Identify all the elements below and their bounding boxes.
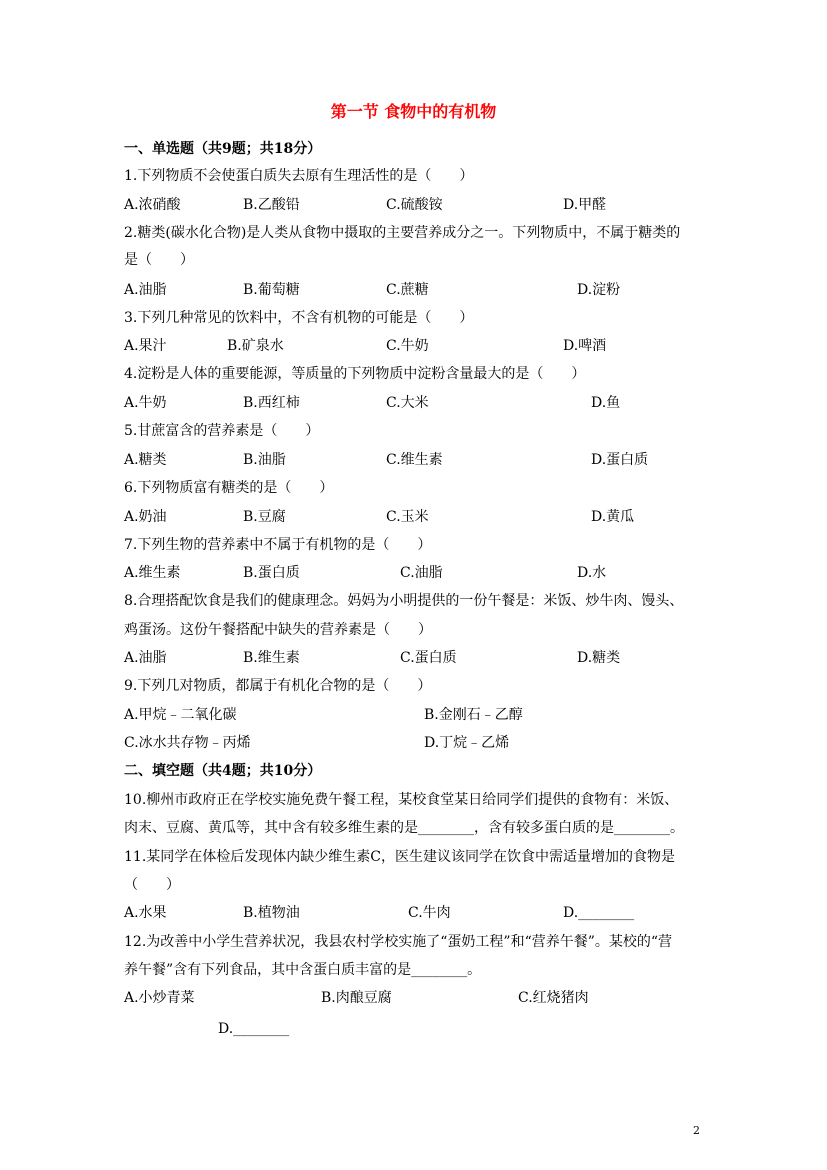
question-6-option-b: B.豆腐: [243, 509, 286, 525]
question-10-stem-line-1: 10.柳州市政府正在学校实施免费午餐工程，某校食堂某日给同学们提供的食物有：米饭、: [124, 792, 679, 808]
section-heading-fill-in: 二、填空题（共4题；共10分）: [124, 763, 322, 779]
question-2-stem-line-2: 是（ ）: [124, 252, 194, 268]
question-8-option-c: C.蛋白质: [400, 650, 457, 666]
question-5-option-a: A.糖类: [124, 452, 167, 468]
question-11-option-b: B.植物油: [243, 905, 300, 921]
question-12-option-b: B.肉酿豆腐: [321, 990, 392, 1006]
question-7-option-d: D.水: [577, 565, 607, 581]
question-7-stem: 7.下列生物的营养素中不属于有机物的是（ ）: [124, 537, 432, 553]
question-7-option-b: B.蛋白质: [243, 565, 300, 581]
question-5-option-c: C.维生素: [386, 452, 443, 468]
question-3-option-b: B.矿泉水: [227, 338, 284, 354]
question-5-stem: 5.甘蔗富含的营养素是（ ）: [124, 423, 320, 439]
question-12-stem-line-1: 12.为改善中小学生营养状况，我县农村学校实施了“蛋奶工程”和“营养午餐”。某校的“营: [124, 934, 673, 950]
question-4-option-c: C.大米: [386, 395, 429, 411]
question-4-option-d: D.鱼: [591, 395, 621, 411]
section-heading-single-choice: 一、单选题（共9题；共18分）: [124, 141, 322, 157]
question-2-stem-line-1: 2.糖类(碳水化合物)是人类从食物中摄取的主要营养成分之一。下列物质中，不属于糖类的: [124, 225, 681, 241]
question-10-stem-line-2: 肉末、豆腐、黄瓜等，其中含有较多维生素的是________，含有较多蛋白质的是________。: [124, 820, 684, 836]
question-12-option-a: A.小炒青菜: [124, 990, 195, 1006]
question-1-stem: 1.下列物质不会使蛋白质失去原有生理活性的是（ ）: [124, 168, 474, 184]
question-3-option-a: A.果汁: [124, 338, 167, 354]
question-4-stem: 4.淀粉是人体的重要能源，等质量的下列物质中淀粉含量最大的是（ ）: [124, 366, 586, 382]
page-number: 2: [693, 1124, 700, 1137]
question-2-option-c: C.蔗糖: [386, 282, 429, 298]
question-6-option-d: D.黄瓜: [591, 509, 635, 525]
question-9-option-c: C.冰水共存物﹣丙烯: [124, 735, 251, 751]
question-4-option-b: B.西红柿: [243, 395, 300, 411]
question-5-option-d: D.蛋白质: [591, 452, 649, 468]
question-7-option-c: C.油脂: [400, 565, 443, 581]
question-8-option-d: D.糖类: [577, 650, 621, 666]
question-12-option-d: D.________: [218, 1021, 290, 1037]
question-12-option-c: C.红烧猪肉: [518, 990, 589, 1006]
question-2-option-b: B.葡萄糖: [243, 282, 300, 298]
question-9-option-d: D.丁烷﹣乙烯: [424, 735, 510, 751]
question-11-option-a: A.水果: [124, 905, 167, 921]
question-9-option-a: A.甲烷﹣二氧化碳: [124, 707, 237, 723]
question-1-option-a: A.浓硝酸: [124, 197, 181, 213]
page-title: 第一节 食物中的有机物: [330, 102, 497, 121]
question-9-option-b: B.金刚石﹣乙醇: [424, 707, 523, 723]
question-7-option-a: A.维生素: [124, 565, 181, 581]
question-6-option-a: A.奶油: [124, 509, 167, 525]
question-8-option-a: A.油脂: [124, 650, 167, 666]
question-5-option-b: B.油脂: [243, 452, 286, 468]
question-1-option-b: B.乙酸铅: [243, 197, 300, 213]
question-11-stem-line-2: （ ）: [124, 877, 180, 893]
question-3-stem: 3.下列几种常见的饮料中，不含有机物的可能是（ ）: [124, 310, 474, 326]
question-6-option-c: C.玉米: [386, 509, 429, 525]
question-2-option-d: D.淀粉: [577, 282, 621, 298]
question-2-option-a: A.油脂: [124, 282, 167, 298]
question-8-stem-line-1: 8.合理搭配饮食是我们的健康理念。妈妈为小明提供的一份午餐是：米饭、炒牛肉、馒头、: [124, 593, 684, 609]
question-6-stem: 6.下列物质富有糖类的是（ ）: [124, 480, 334, 496]
question-1-option-d: D.甲醛: [563, 197, 607, 213]
question-9-stem: 9.下列几对物质，都属于有机化合物的是（ ）: [124, 678, 432, 694]
question-8-option-b: B.维生素: [243, 650, 300, 666]
question-8-stem-line-2: 鸡蛋汤。这份午餐搭配中缺失的营养素是（ ）: [124, 622, 432, 638]
question-11-option-c: C.牛肉: [408, 905, 451, 921]
question-12-stem-line-2: 养午餐”含有下列食品，其中含蛋白质丰富的是________。: [124, 962, 482, 978]
question-11-stem-line-1: 11.某同学在体检后发现体内缺少维生素C，医生建议该同学在饮食中需适量增加的食物是: [124, 849, 675, 865]
question-3-option-d: D.啤酒: [563, 338, 607, 354]
question-3-option-c: C.牛奶: [386, 338, 429, 354]
question-4-option-a: A.牛奶: [124, 395, 167, 411]
question-11-option-d: D.________: [563, 905, 635, 921]
question-1-option-c: C.硫酸铵: [386, 197, 443, 213]
